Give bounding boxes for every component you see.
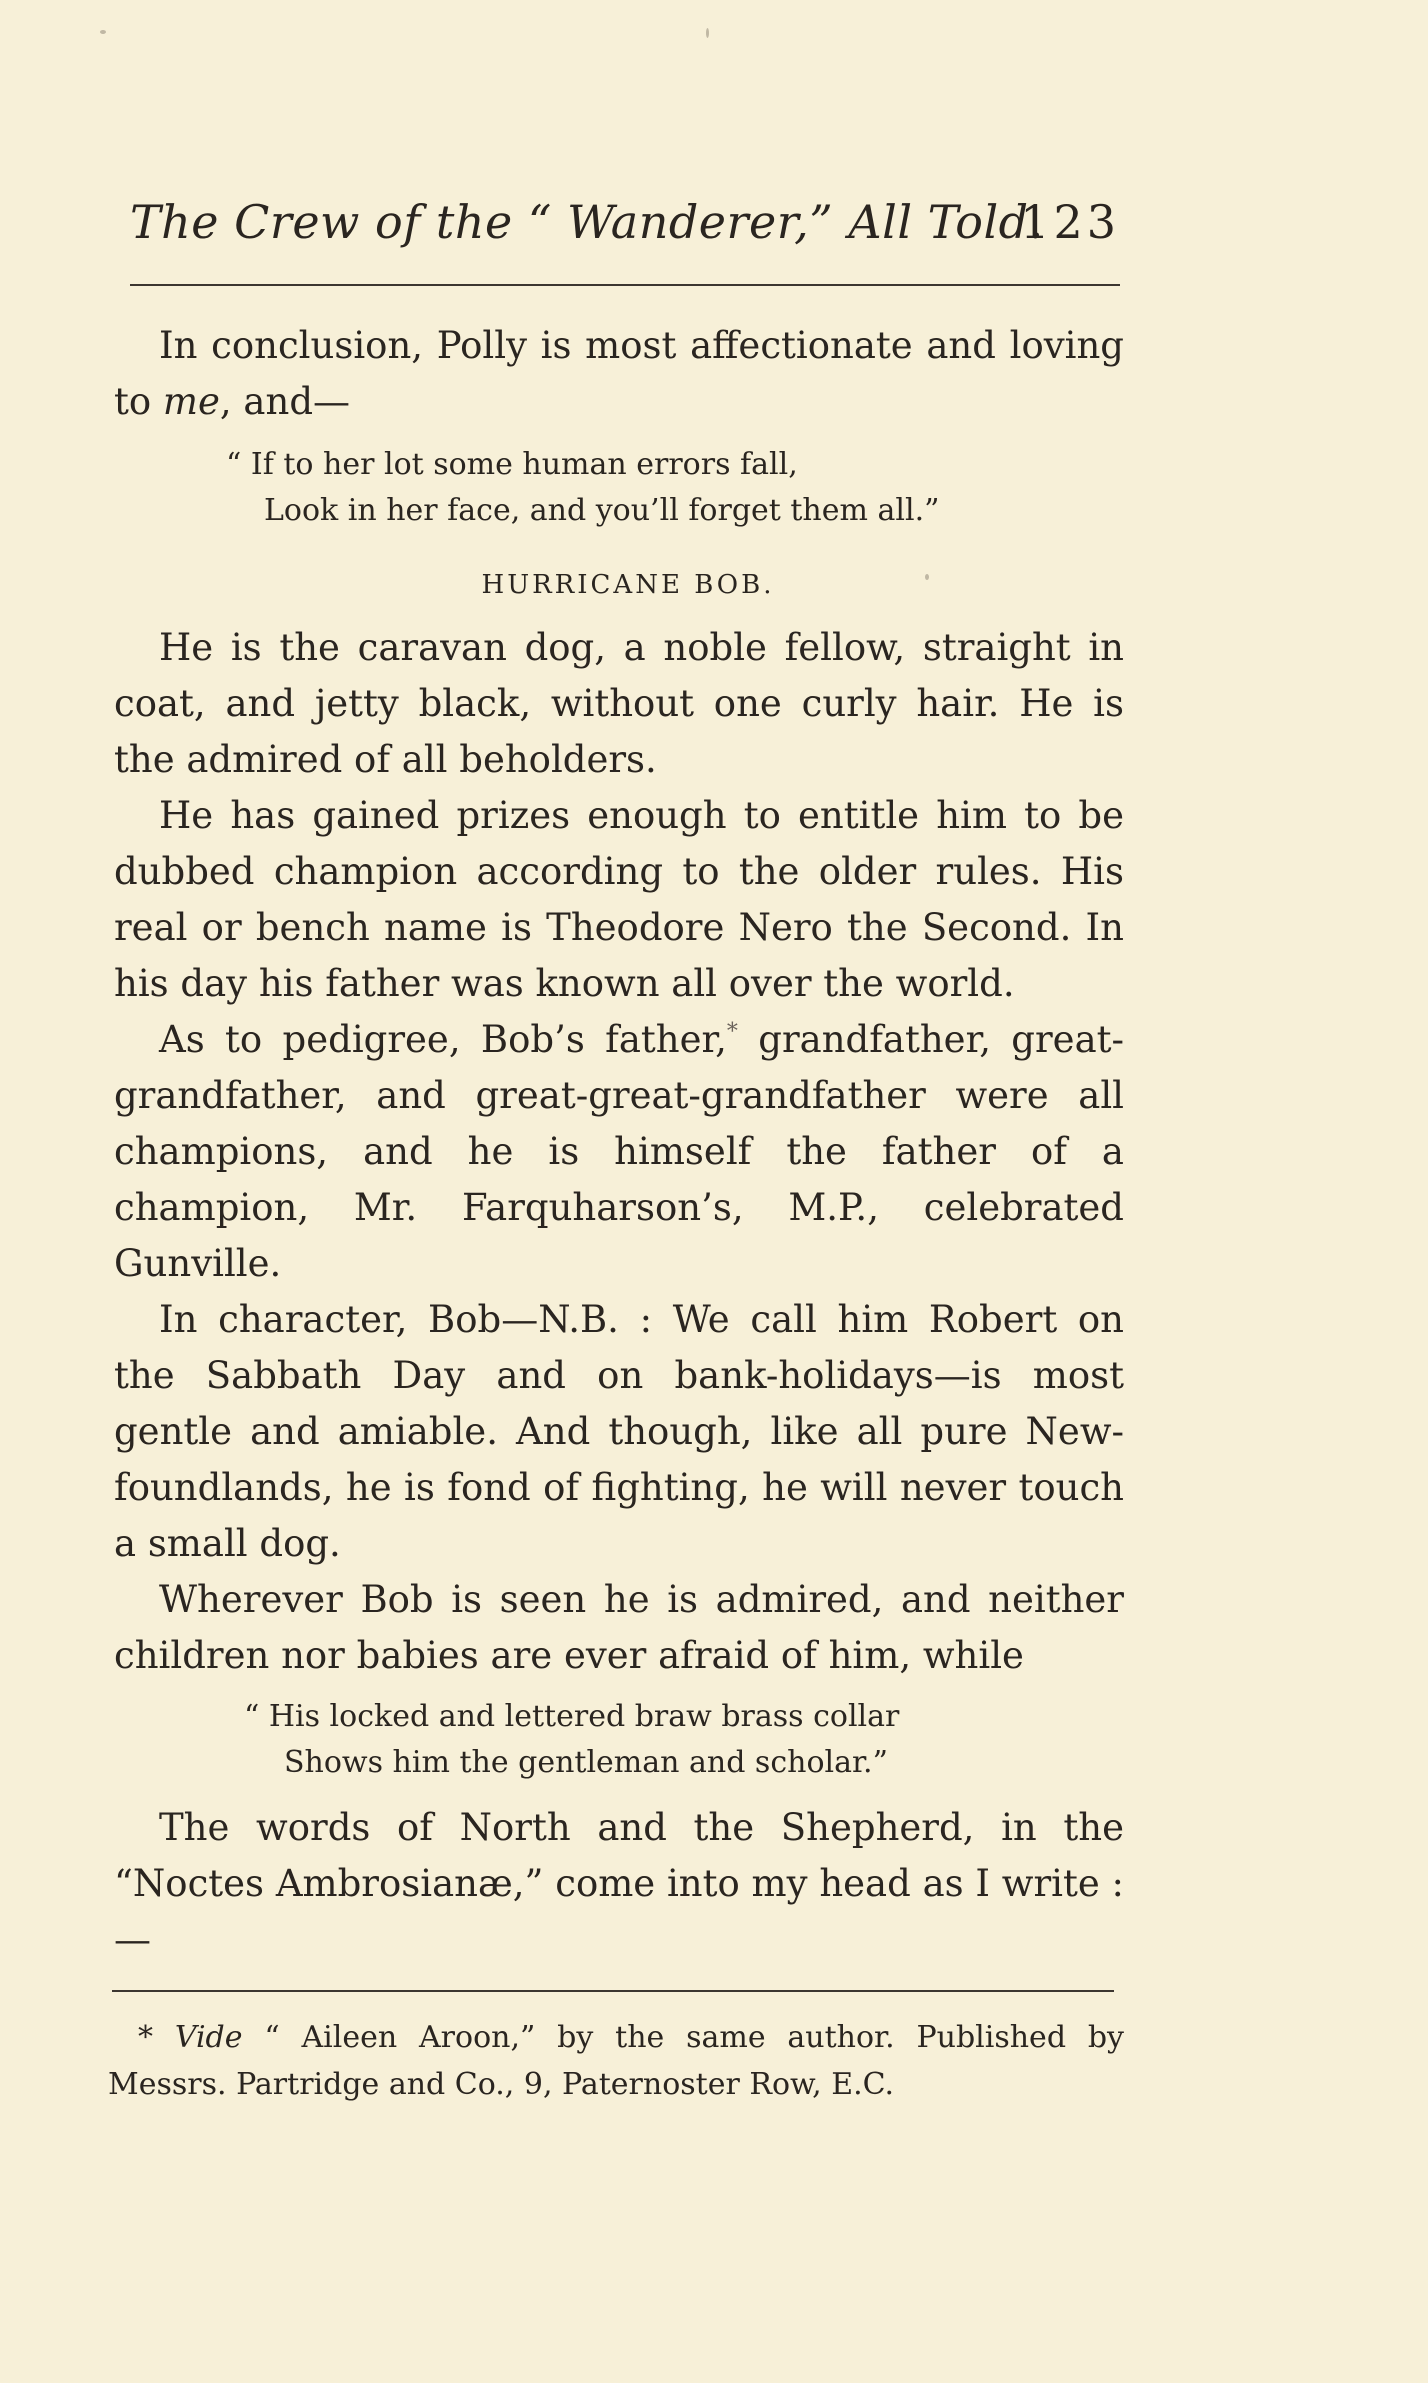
footnote-text: * Vide “ Aileen Aroon,” by the same author. Published by Messrs. Partridge and Co., 9, Paternoster Row, E.C.: [108, 2020, 1124, 2102]
paper-speck: [706, 28, 709, 38]
paper-speck: [100, 30, 106, 34]
paragraph-admired: Wherever Bob is seen he is admired, and neither children nor babies are ever afraid of him, while: [114, 1578, 1124, 1677]
running-head-title: The Crew of the “ Wanderer,” All Told.: [130, 195, 1044, 249]
verse-line: Shows him the gentleman and scholar.”: [284, 1745, 888, 1780]
page-number: 123: [1020, 195, 1120, 249]
paragraph-noctes: The words of North and the Shepherd, in the “Noctes Ambrosianæ,” come into my head as I write :—: [114, 1806, 1124, 1961]
emphasis-me: me: [162, 380, 220, 423]
footnote-reference: *: [726, 1019, 738, 1045]
footnote-vide: Vide: [174, 2020, 243, 2055]
paragraph-caravan-dog: He is the caravan dog, a noble fellow, straight in coat, and jetty black, without one curly hair. He is the admired of all beholders.: [114, 626, 1124, 781]
verse-quote-collar: [114, 1694, 1124, 1786]
footnote: [108, 2014, 1124, 2108]
verse-line: “ If to her lot some human errors fall,: [226, 447, 798, 482]
footnote-mark: *: [138, 2020, 153, 2055]
page-body: [114, 318, 1124, 1968]
header-rule: [130, 284, 1120, 286]
section-heading: HURRICANE BOB.: [481, 570, 775, 600]
paragraph-prizes: He has gained prizes enough to entitle him to be dubbed champion according to the older rules. His real or bench name is Theodore Nero the Second. In his day his father was known all over the world.: [114, 794, 1124, 1005]
paragraph-pedigree: As to pedigree, Bob’s father,* grandfather, great-grandfather, and great-great-grandfather were all champions, and he is himself the father of a champion, Mr. Farquharson’s, M.P., celebrated Gunville.: [114, 1018, 1124, 1285]
verse-line: Look in her face, and you’ll forget them all.”: [264, 493, 940, 528]
paragraph-conclusion: In conclusion, Polly is most affectionate and loving to me, and—: [114, 324, 1124, 423]
footnote-rule: [112, 1990, 1114, 1992]
running-head: [130, 195, 1120, 265]
verse-line: “ His locked and lettered braw brass collar: [244, 1699, 900, 1734]
verse-quote-polly: [114, 442, 1124, 534]
paragraph-character: In character, Bob—N.B. : We call him Robert on the Sabbath Day and on bank-holidays—is most gentle and amiable. And though, like all pure New-foundlands, he is fond of fighting, he will never touch a small dog.: [114, 1298, 1124, 1565]
